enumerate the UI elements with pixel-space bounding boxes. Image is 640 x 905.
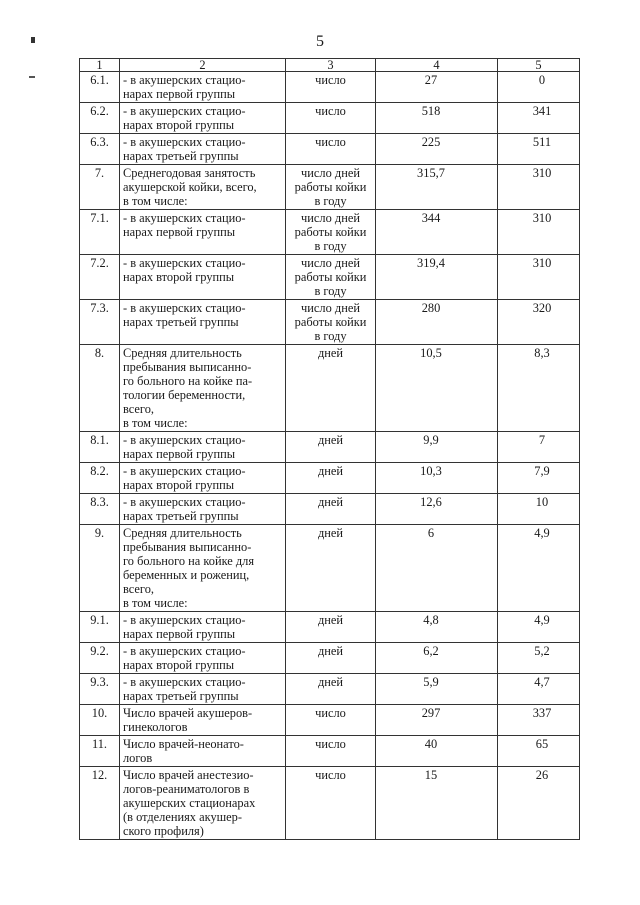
table-row [80, 494, 580, 525]
row-number: 6.1. [80, 72, 120, 103]
row-unit: дней [286, 432, 376, 463]
row-number: 9.3. [80, 674, 120, 705]
row-value-col5: 4,9 [498, 612, 580, 643]
row-indicator-name: Средняя длительность пребывания выписанно- го больного на койке для беременных и рожениц, всего, в том числе: [120, 525, 286, 612]
row-indicator-name: - в акушерских стацио- нарах второй группы [120, 103, 286, 134]
table-row [80, 255, 580, 300]
row-value-col5: 320 [498, 300, 580, 345]
row-number: 6.2. [80, 103, 120, 134]
row-value-col5: 0 [498, 72, 580, 103]
table-row [80, 432, 580, 463]
row-unit: число [286, 134, 376, 165]
row-indicator-name: - в акушерских стацио- нарах третьей группы [120, 300, 286, 345]
row-indicator-name: Средняя длительность пребывания выписанно- го больного на койке па- тологии беременности, всего, в том числе: [120, 345, 286, 432]
row-value-col5: 511 [498, 134, 580, 165]
row-number: 7. [80, 165, 120, 210]
statistics-table [79, 58, 580, 840]
row-value-col5: 310 [498, 210, 580, 255]
row-unit: дней [286, 525, 376, 612]
row-value-col5: 26 [498, 767, 580, 840]
row-value-col5: 7,9 [498, 463, 580, 494]
row-unit: число [286, 72, 376, 103]
scan-mark [31, 37, 35, 43]
row-indicator-name: - в акушерских стацио- нарах первой группы [120, 432, 286, 463]
row-value-col4: 315,7 [376, 165, 498, 210]
row-value-col4: 5,9 [376, 674, 498, 705]
page-number: 5 [316, 33, 324, 50]
column-header: 2 [120, 59, 286, 72]
row-value-col4: 12,6 [376, 494, 498, 525]
table-row [80, 300, 580, 345]
row-indicator-name: - в акушерских стацио- нарах третьей группы [120, 674, 286, 705]
table-row [80, 463, 580, 494]
table-row [80, 612, 580, 643]
row-number: 9.1. [80, 612, 120, 643]
row-unit: число [286, 705, 376, 736]
row-number: 9.2. [80, 643, 120, 674]
row-value-col5: 310 [498, 255, 580, 300]
row-number: 8.2. [80, 463, 120, 494]
row-unit: число [286, 736, 376, 767]
row-value-col4: 280 [376, 300, 498, 345]
column-header: 5 [498, 59, 580, 72]
table-row [80, 643, 580, 674]
row-value-col5: 341 [498, 103, 580, 134]
row-indicator-name: - в акушерских стацио- нарах первой группы [120, 72, 286, 103]
row-number: 8.3. [80, 494, 120, 525]
row-indicator-name: - в акушерских стацио- нарах первой группы [120, 210, 286, 255]
row-indicator-name: - в акушерских стацио- нарах второй группы [120, 463, 286, 494]
row-number: 12. [80, 767, 120, 840]
row-value-col4: 15 [376, 767, 498, 840]
column-header: 1 [80, 59, 120, 72]
row-value-col4: 6 [376, 525, 498, 612]
table-row [80, 705, 580, 736]
row-value-col4: 10,3 [376, 463, 498, 494]
row-unit: число дней работы койки в году [286, 165, 376, 210]
row-number: 7.3. [80, 300, 120, 345]
row-indicator-name: - в акушерских стацио- нарах второй группы [120, 643, 286, 674]
table-header-row [80, 59, 580, 72]
table-row [80, 525, 580, 612]
row-indicator-name: Число врачей анестезио- логов-реаниматологов в акушерских стационарах (в отделениях акушер- ского профиля) [120, 767, 286, 840]
row-indicator-name: - в акушерских стацио- нарах первой группы [120, 612, 286, 643]
table-row [80, 165, 580, 210]
row-indicator-name: Число врачей акушеров- гинекологов [120, 705, 286, 736]
table-row [80, 674, 580, 705]
row-value-col4: 319,4 [376, 255, 498, 300]
table-row [80, 72, 580, 103]
row-value-col4: 4,8 [376, 612, 498, 643]
table-body [80, 72, 580, 840]
table-row [80, 134, 580, 165]
row-indicator-name: - в акушерских стацио- нарах третьей группы [120, 134, 286, 165]
row-indicator-name: Число врачей-неонато- логов [120, 736, 286, 767]
row-unit: дней [286, 494, 376, 525]
row-value-col4: 6,2 [376, 643, 498, 674]
row-value-col4: 40 [376, 736, 498, 767]
row-value-col4: 27 [376, 72, 498, 103]
row-value-col5: 10 [498, 494, 580, 525]
row-number: 11. [80, 736, 120, 767]
row-number: 8.1. [80, 432, 120, 463]
row-value-col5: 65 [498, 736, 580, 767]
row-indicator-name: - в акушерских стацио- нарах второй группы [120, 255, 286, 300]
row-value-col4: 225 [376, 134, 498, 165]
row-number: 7.1. [80, 210, 120, 255]
row-value-col5: 4,7 [498, 674, 580, 705]
row-unit: число дней работы койки в году [286, 210, 376, 255]
row-value-col4: 344 [376, 210, 498, 255]
row-unit: дней [286, 643, 376, 674]
table-row [80, 767, 580, 840]
row-indicator-name: Среднегодовая занятость акушерской койки, всего, в том числе: [120, 165, 286, 210]
row-number: 6.3. [80, 134, 120, 165]
row-unit: число [286, 103, 376, 134]
row-value-col4: 297 [376, 705, 498, 736]
row-number: 7.2. [80, 255, 120, 300]
row-value-col4: 9,9 [376, 432, 498, 463]
table-row [80, 210, 580, 255]
row-value-col5: 7 [498, 432, 580, 463]
table-row [80, 103, 580, 134]
column-header: 4 [376, 59, 498, 72]
column-header: 3 [286, 59, 376, 72]
row-unit: дней [286, 674, 376, 705]
row-value-col4: 10,5 [376, 345, 498, 432]
row-unit: число [286, 767, 376, 840]
row-unit: число дней работы койки в году [286, 300, 376, 345]
row-value-col5: 337 [498, 705, 580, 736]
row-number: 8. [80, 345, 120, 432]
row-unit: дней [286, 463, 376, 494]
row-unit: дней [286, 612, 376, 643]
row-value-col5: 4,9 [498, 525, 580, 612]
table-row [80, 345, 580, 432]
row-indicator-name: - в акушерских стацио- нарах третьей группы [120, 494, 286, 525]
row-value-col5: 5,2 [498, 643, 580, 674]
row-value-col5: 8,3 [498, 345, 580, 432]
row-unit: число дней работы койки в году [286, 255, 376, 300]
row-number: 9. [80, 525, 120, 612]
row-number: 10. [80, 705, 120, 736]
scan-mark [29, 76, 35, 78]
row-value-col5: 310 [498, 165, 580, 210]
row-unit: дней [286, 345, 376, 432]
table-row [80, 736, 580, 767]
row-value-col4: 518 [376, 103, 498, 134]
